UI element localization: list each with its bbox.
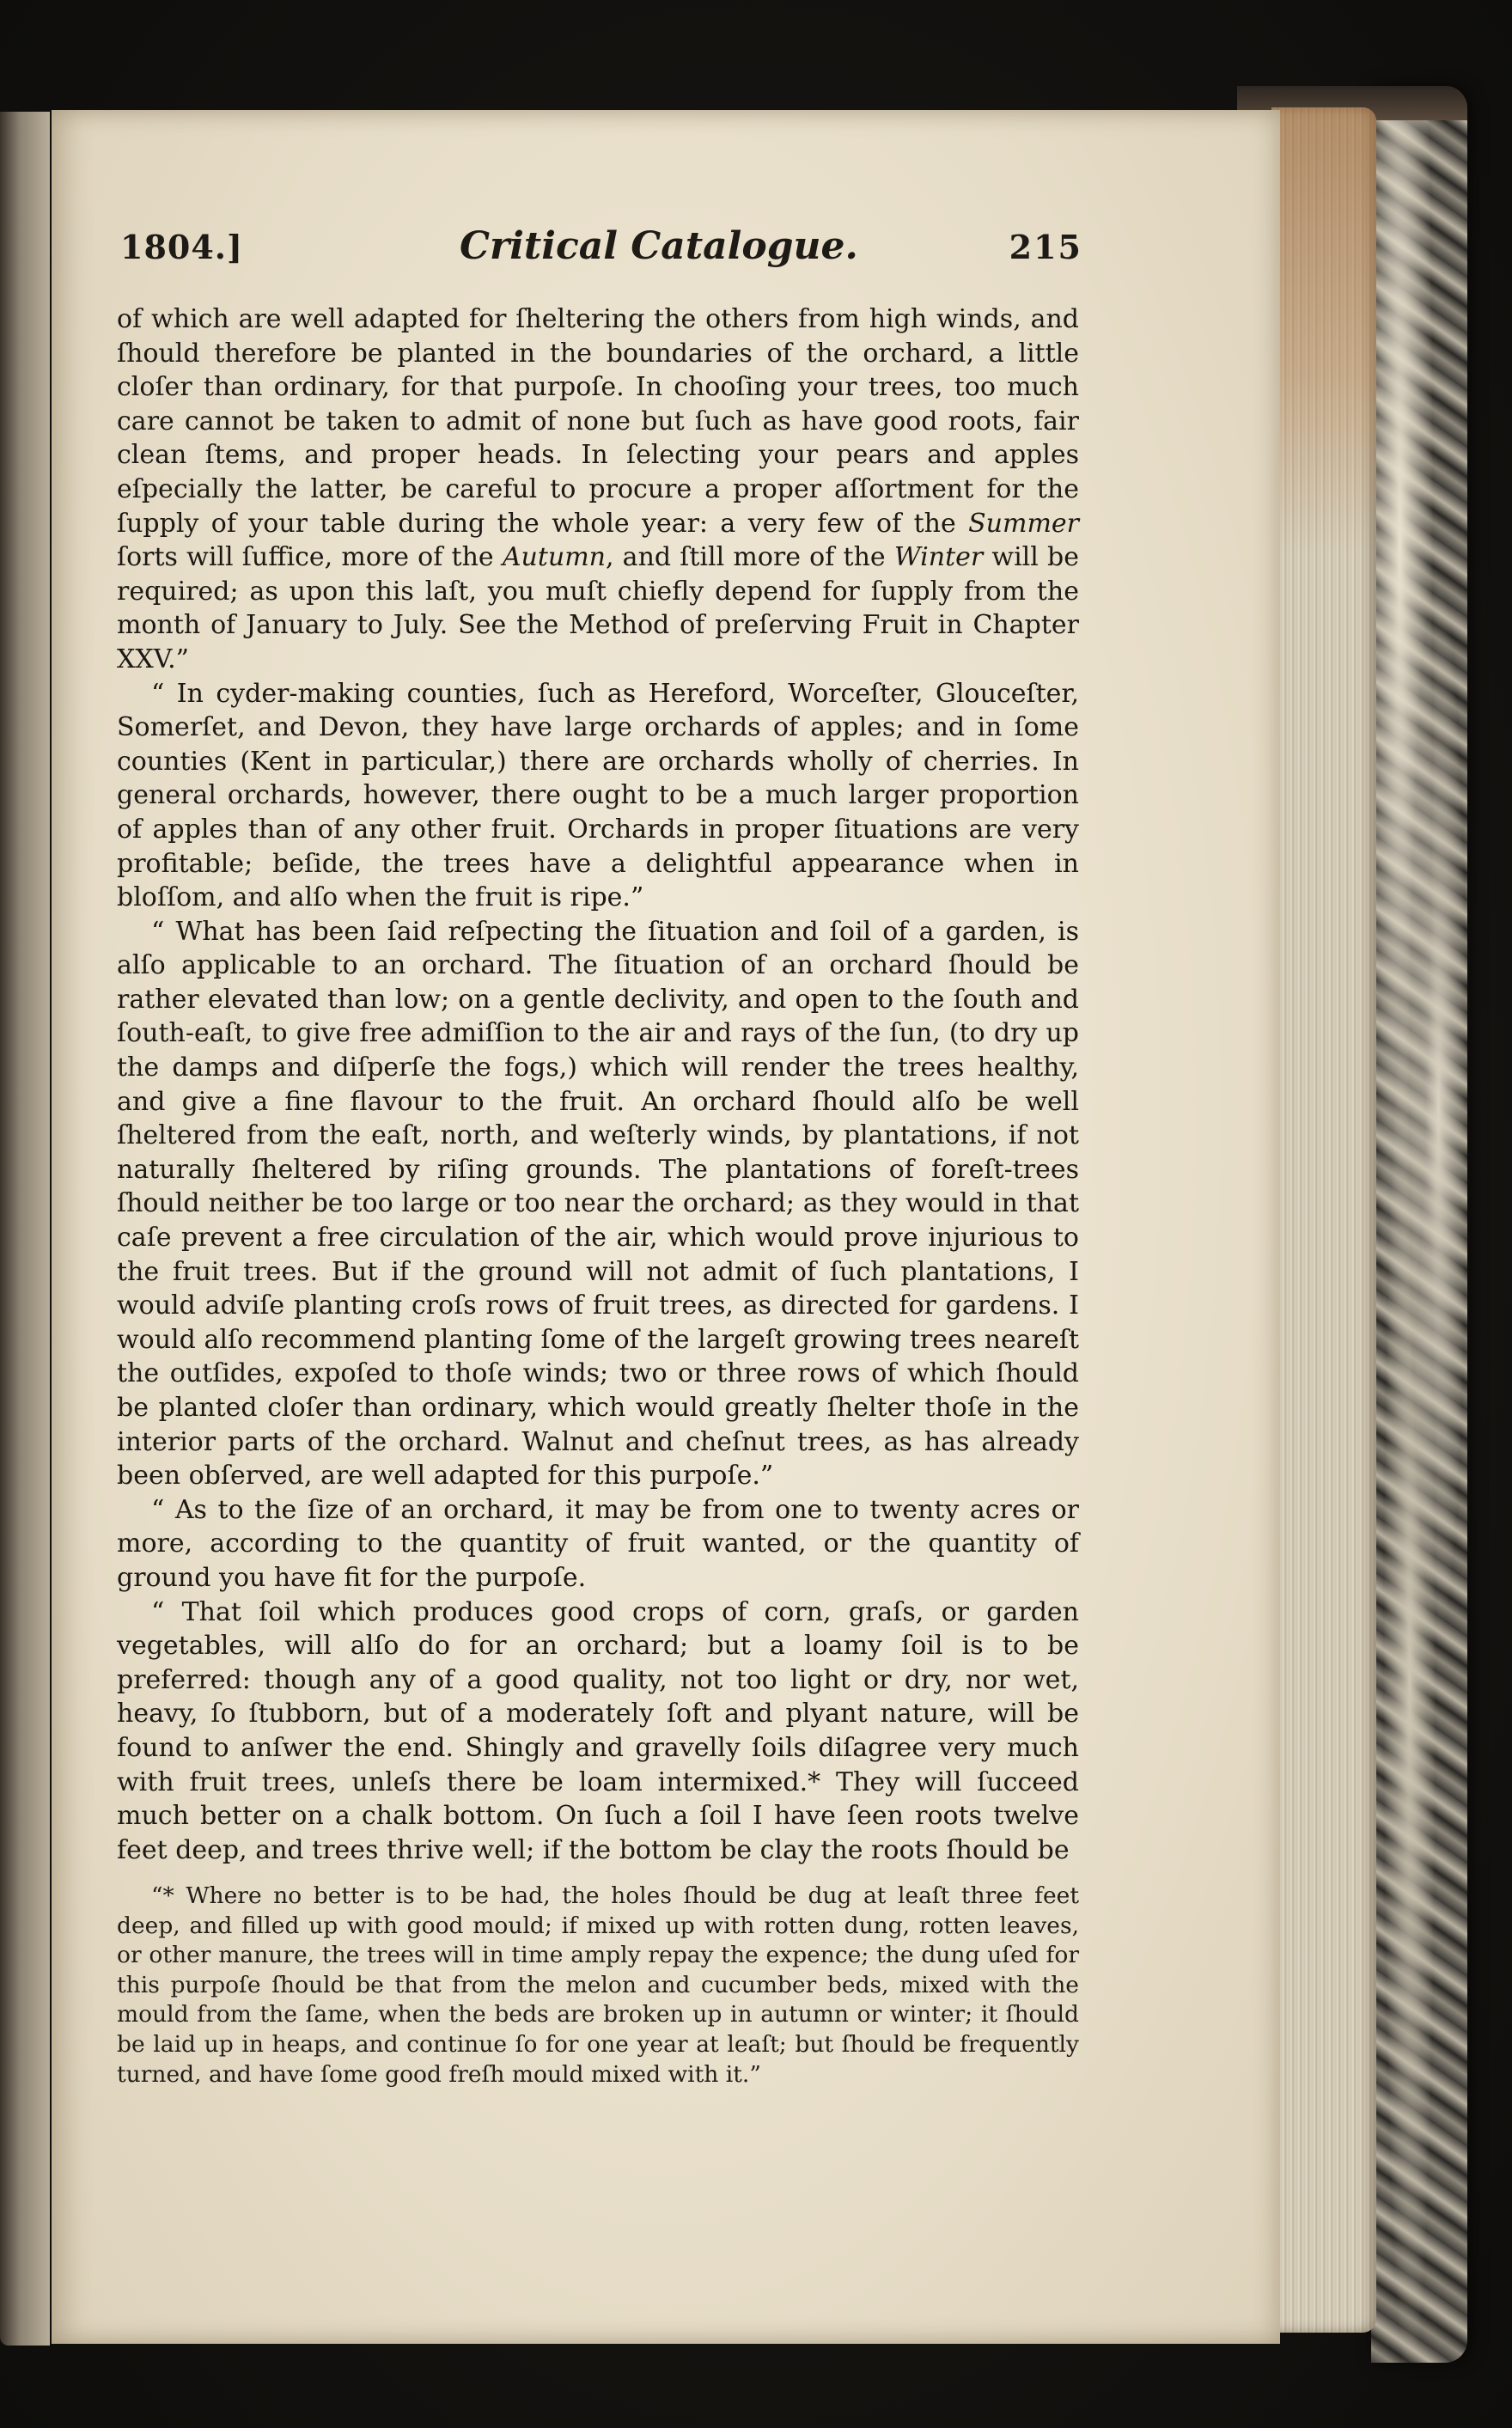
body-text [117,302,1079,1867]
paragraph-text: , and ſtill more of the [605,542,894,573]
body-paragraph [117,1595,1079,1868]
paragraph-text: “ As to the ſize of an orchard, it may be from one to twenty acres or more, according to the quantity of fruit wanted, or the quantity of ground you have fit for the purpoſe. [117,1494,1079,1593]
italic-text: Winter [893,542,984,573]
body-paragraph [117,302,1079,677]
page-number: 215 [1009,228,1082,266]
paragraph-text: ſorts will ſuffice, more of the [117,542,503,573]
footnote: “* Where no better is to be had, the holes ſhould be dug at leaſt three feet deep, and filled up with good mould; if mixed up with rotten dung, rotten leaves, or other manure, the trees will in time amply repay the expence; the dung uſed for this purpoſe ſhould be that from the melon and cucumber beds, mixed with the mould from the ſame, when the beds are broken up in autumn or winter; it ſhould be laid up in heaps, and continue ſo for one year at leaſt; but ſhould be frequently turned, and have ſome good freſh mould mixed with it.” [117,1882,1079,2088]
stacked-page-edges [1271,107,1376,2333]
foxing-stain [1271,107,1376,554]
paragraph-text: “ In cyder-making counties, ſuch as Hereford, Worceſter, Glouceſter, Somerſet, and Devon, they have large orchards of apples; and in ſome counties (Kent in particular,) there are orchards wholly of cherries. In general orchards, however, there ought to be a much larger proportion of apples than of any other fruit. Orchards in proper ſituations are very profitable; beſide, the trees have a delightful appearance when in bloſſom, and alſo when the fruit is ripe.” [117,678,1079,913]
body-paragraph [117,677,1079,915]
body-paragraph [117,1493,1079,1595]
running-head [120,224,1082,279]
paragraph-text: “ That ſoil which produces good crops of corn, graſs, or garden vegetables, will alſo do for an orchard; but a loamy ſoil is to be preferred: though any of a good quality, not too light or dry, nor wet, heavy, ſo ſtubborn, but of a moderately ſoft and plyant nature, will be found to anſwer the end. Shingly and gravelly ſoils diſagree very much with fruit trees, unleſs there be loam intermixed.* They will ſucceed much better on a chalk bottom. On ſuch a ſoil I have ſeen roots twelve feet deep, and trees thrive well; if the bottom be clay the roots ſhould be [117,1596,1079,1865]
italic-text: Autumn [502,542,606,573]
paragraph-text: of which are well adapted for ſheltering the others from high winds, and ſhould therefore be planted in the boundaries of the orchard, a little cloſer than ordinary, for that purpoſe. In chooſing your trees, too much care cannot be taken to admit of none but ſuch as have good roots, fair clean ſtems, and proper heads. In ſelecting your pears and apples eſpecially the latter, be careful to procure a proper aſſortment for the ſupply of your table during the whole year: a very few of the [117,304,1079,539]
marbled-cover-edge [1371,86,1467,2363]
italic-text: Summer [968,508,1079,539]
paragraph-text: “ What has been ſaid reſpecting the ſituation and ſoil of a garden, is alſo applicable to an orchard. The ſituation of an orchard ſhould be rather elevated than low; on a gentle declivity, and open to the ſouth and ſouth-eaſt, to give free admiſſion to the air and rays of the ſun, (to dry up the damps and diſperſe the fogs,) which will render the trees healthy, and give a fine flavour to the fruit. An orchard ſhould alſo be well ſheltered from the eaſt, north, and weſterly winds, by plantations, if not naturally ſheltered by riſing grounds. The plantations of foreſt-trees ſhould neither be too large or too near the orchard; as they would in that caſe prevent a free circulation of the air, which would prove injurious to the fruit trees. But if the ground will not admit of ſuch plantations, I would adviſe planting croſs rows of fruit trees, as directed for gardens. I would alſo recommend planting ſome of the largeſt growing trees neareſt the outſides, expoſed to thoſe winds; two or three rows of which ſhould be planted cloſer than ordinary, which would greatly ſhelter thoſe in the interior parts of the orchard. Walnut and cheſnut trees, as has already been obſerved, are well adapted for this purpoſe.” [117,916,1079,1492]
running-head-title: Critical Catalogue. [460,224,858,268]
body-paragraph [117,915,1079,1493]
running-head-year: 1804.] [120,228,243,266]
paragraph-text: will be required; as upon this laſt, you muſt chiefly depend for ſupply from the month of January to July. See the Method of preſerving Fruit in Chapter XXV.” [117,542,1079,674]
facing-page-edge [0,112,50,2346]
